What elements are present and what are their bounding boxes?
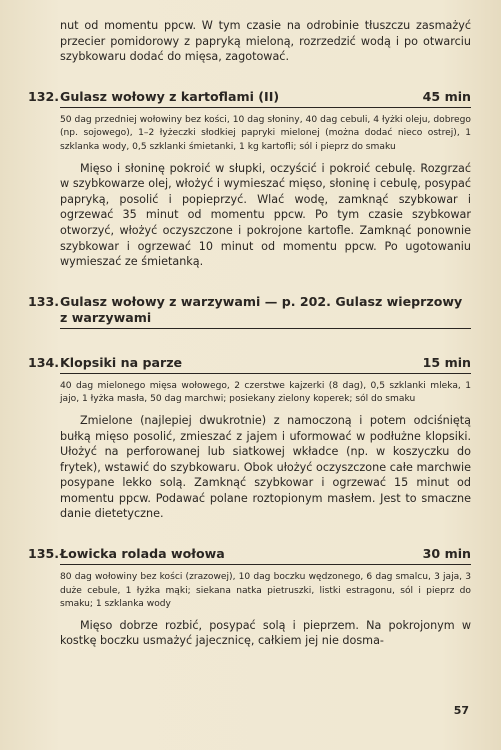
recipe-ingredients: 50 dag przedniej wołowiny bez kości, 10 dag słoniny, 40 dag cebuli, 4 łyżki oleju, dobrego (np. sojowego), 1–2 łyżeczki słodkiej papryki mielonej (można dodać nieco ostrej), 1 szklanka wody, 0,5 szklanki śmietanki, 1 kg kartofli; sól i pieprz do smaku [60, 114, 471, 152]
recipe-method: Zmielone (najlepiej dwukrotnie) z namoczoną i potem odciśniętą bułką mięso posolić, zmieszać z jajem i uformować w podłużne klopsiki. Ułożyć na perforowanej lub siatkowej wkładce (np. w koszyczku do frytek), wstawić do szybkowaru. Obok ułożyć oczyszczone całe marchwie posypane lekko solą. Zamknąć szybkowar i ogrzewać 15 minut od momentu ppcw. Podawać polane roztopionym masłem. Jest to smaczne danie dietetyczne. [60, 413, 471, 521]
recipe-ingredients: 80 dag wołowiny bez kości (zrazowej), 10 dag boczku wędzonego, 6 dag smalcu, 3 jaja, 3 duże cebule, 1 łyżka mąki; siekana natka pietruszki, listki estragonu, sól i pieprz do smaku; 1 szklanka wody [60, 572, 471, 610]
recipe-time: 15 min [422, 354, 471, 370]
recipe-time: 45 min [422, 88, 471, 104]
heading-rule [60, 107, 471, 108]
recipe-134 [28, 354, 471, 522]
heading-rule [60, 328, 471, 329]
recipe-title-line1: Gulasz wołowy z warzywami — p. 202. Gulasz wieprzowy [60, 293, 463, 309]
recipe-number: 134. [28, 354, 60, 370]
recipe-method: Mięso dobrze rozbić, posypać solą i pieprzem. Na pokrojonym w kostkę boczku usmażyć jajecznicę, całkiem jej nie dosma- [60, 618, 471, 648]
recipe-heading [28, 294, 471, 326]
intro-paragraph: nut od momentu ppcw. W tym czasie na odrobinie tłuszczu zasmażyć przecier pomidorowy z papryką mieloną, rozrzedzić wodą i po otwarciu szybkowaru dodać do mięsa, zagotować. [60, 19, 471, 64]
recipe-ingredients: 40 dag mielonego mięsa wołowego, 2 czerstwe kajzerki (8 dag), 0,5 szklanki mleka, 1 jajo, 1 łyżka masła, 50 dag marchwi; posiekany zielony koperek; sól do smaku [60, 380, 471, 405]
recipe-132 [28, 88, 471, 270]
heading-rule [60, 373, 471, 374]
recipe-number: 135. [28, 546, 60, 562]
recipe-title: Gulasz wołowy z kartoflami (II) [60, 88, 280, 104]
recipe-title: Łowicka rolada wołowa [60, 546, 225, 562]
recipe-method: Mięso i słoninę pokroić w słupki, oczyścić i pokroić cebulę. Rozgrzać w szybkowarze olej, włożyć i wymieszać mięso, słoninę i cebulę, posypać papryką, posolić i popieprzyć. Wlać wodę, zamknąć szybkowar i ogrzewać 35 minut od momentu ppcw. Po tym czasie szybkowar otworzyć, włożyć oczyszczone i pokrojone kartofle. Zamknąć ponownie szybkowar i ogrzewać 10 minut od momentu ppcw. Po ugotowaniu wymieszać ze śmietanką. [60, 161, 471, 269]
recipe-heading [28, 355, 471, 371]
page-number: 57 [453, 704, 469, 717]
recipe-135 [28, 546, 471, 649]
heading-rule [60, 564, 471, 565]
recipe-number: 133. [28, 293, 60, 309]
recipe-heading [28, 89, 471, 105]
recipe-number: 132. [28, 88, 60, 104]
recipe-title-line2: z warzywami [60, 309, 152, 325]
recipe-title: Klopsiki na parze [60, 354, 183, 370]
recipe-heading [28, 546, 471, 562]
recipe-time: 30 min [422, 546, 471, 562]
recipe-133 [28, 293, 471, 329]
